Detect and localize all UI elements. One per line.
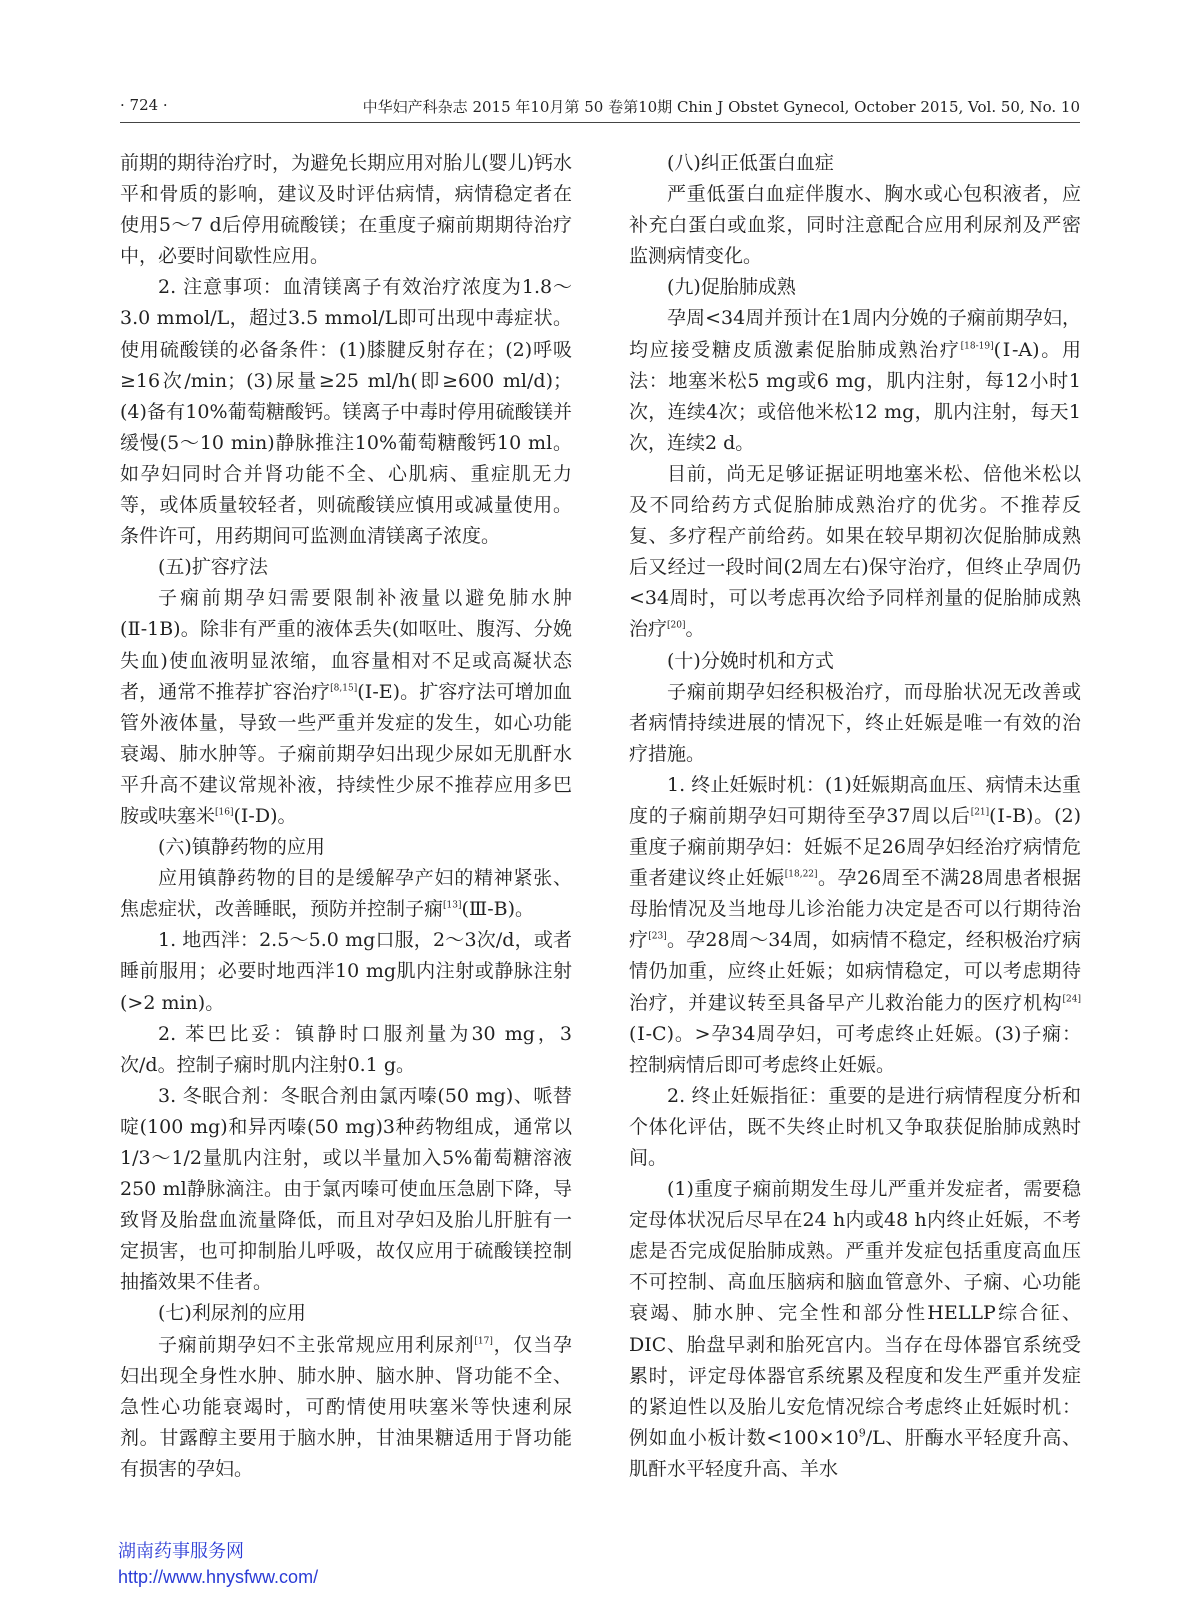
- paragraph: 3. 冬眠合剂：冬眠合剂由氯丙嗪(50 mg)、哌替啶(100 mg)和异丙嗪(50 mg)3种药物组成，通常以1/3～1/2量肌内注射，或以半量加入5%葡萄糖溶液250 ml静脉滴注。由于氯丙嗪可使血压急剧下降，导致肾及胎盘血流量降低，而且对孕妇及胎儿肝脏有一定损害，也可抑制胎儿呼吸，故仅应用于硫酸镁控制抽搐效果不佳者。: [120, 1084, 572, 1294]
- text-run: 子痫前期孕妇不主张常规应用利尿剂: [158, 1333, 475, 1356]
- text-run: (Ⅰ-C)。>孕34周孕妇，可考虑终止妊娠。(3)子痫：控制病情后即可考虑终止妊娠。: [629, 1022, 1081, 1076]
- citation-ref: [21]: [970, 807, 990, 818]
- text-run: 。孕28周～34周，如病情不稳定，经积极治疗病情仍加重，应终止妊娠；如病情稳定，可以考虑期待治疗，并建议转至具备早产儿救治能力的医疗机构: [629, 929, 1081, 1014]
- site-name: 湖南药事服务网: [118, 1541, 244, 1561]
- section-heading: (十)分娩时机和方式: [667, 649, 834, 672]
- section-heading: (八)纠正低蛋白血症: [667, 152, 834, 174]
- section-heading: (九)促胎肺成熟: [667, 276, 796, 299]
- section-heading: (六)镇静药物的应用: [158, 836, 325, 859]
- section-heading: (七)利尿剂的应用: [158, 1302, 306, 1325]
- paragraph: [629, 1174, 1081, 1485]
- paragraph: 2. 终止妊娠指征：重要的是进行病情程度分析和个体化评估，既不失终止时机又争取获促胎肺成熟时间。: [629, 1084, 1081, 1169]
- text-run: (Ⅲ-B)。: [461, 898, 535, 921]
- text-run: /L、肝酶水平轻度升高、肌酐水平轻度升高、羊水: [629, 1426, 1081, 1480]
- text-run: (Ⅰ-E)。扩容疗法可增加血管外液体量，导致一些严重并发症的发生，如心功能衰竭、肺水肿等。子痫前期孕妇出现少尿如无肌酐水平升高不建议常规补液，持续性少尿不推荐应用多巴胺或呋塞米: [120, 680, 572, 827]
- text-run: 。孕26周至不满28周患者根据母胎情况及当地母儿诊治能力决定是否可以行期待治疗: [629, 867, 1081, 952]
- watermark-footer: [118, 1538, 318, 1590]
- left-column: [120, 148, 572, 1485]
- paragraph: 前期的期待治疗时，为避免长期应用对胎儿(婴儿)钙水平和骨质的影响，建议及时评估病情，病情稳定者在使用5～7 d后停用硫酸镁；在重度子痫前期期待治疗中，必要时间歇性应用。: [120, 152, 572, 268]
- text-run: 1. 终止妊娠时机：(1)妊娠期高血压、病情未达重度的子痫前期孕妇可期待至孕37周以后: [629, 773, 1081, 827]
- text-run: 孕周<34周并预计在1周内分娩的子痫前期孕妇，均应接受糖皮质激素促胎肺成熟治疗: [629, 307, 1081, 361]
- text-run: (Ⅰ-B)。(2)重度子痫前期孕妇：妊娠不足26周孕妇经治疗病情危重者建议终止妊娠: [629, 804, 1081, 890]
- paragraph: 子痫前期孕妇经积极治疗，而母胎状况无改善或者病情持续进展的情况下，终止妊娠是唯一有效的治疗措施。: [629, 680, 1081, 765]
- site-url[interactable]: http://www.hnysfww.com/: [118, 1567, 319, 1587]
- paragraph: [629, 303, 1081, 458]
- paragraph: [120, 863, 572, 925]
- citation-ref: [18-19]: [960, 341, 994, 352]
- text-run: ，仅当孕妇出现全身性水肿、肺水肿、脑水肿、肾功能不全、急性心功能衰竭时，可酌情使用呋塞米等快速利尿剂。甘露醇主要用于脑水肿，甘油果糖适用于肾功能有损害的孕妇。: [120, 1333, 572, 1480]
- text-run: (1)重度子痫前期发生母儿严重并发症者，需要稳定母体状况后尽早在24 h内或48 h内终止妊娠，不考虑是否完成促胎肺成熟。严重并发症包括重度高血压不可控制、高血压脑病和脑血管意外、子痫、心功能衰竭、肺水肿、完全性和部分性HELLP综合征、DIC、胎盘早剥和胎死宫内。当存在母体器官系统受累时，评定母体器官系统累及程度和发生严重并发症的紧迫性以及胎儿安危情况综合考虑终止妊娠时机：例如血小板计数<100×10: [629, 1178, 1081, 1449]
- paragraph: 2. 注意事项：血清镁离子有效治疗浓度为1.8～3.0 mmol/L，超过3.5 mmol/L即可出现中毒症状。使用硫酸镁的必备条件：(1)膝腱反射存在；(2)呼吸≥16次/min；(3)尿量≥25 ml/h(即≥600 ml/d)；(4)备有10%葡萄糖酸钙。镁离子中毒时停用硫酸镁并缓慢(5～10 min)静脉推注10%葡萄糖酸钙10 ml。如孕妇同时合并肾功能不全、心肌病、重症肌无力等，或体质量较轻者，则硫酸镁应慎用或减量使用。条件许可，用药期间可监测血清镁离子浓度。: [120, 276, 572, 548]
- citation-ref: [24]: [1062, 994, 1081, 1005]
- right-column: [629, 148, 1081, 1485]
- journal-citation: 中华妇产科杂志 2015 年10月第 50 卷第10期 Chin J Obstet Gynecol, October 2015, Vol. 50, No. 10: [362, 98, 1080, 116]
- text-run: 。: [685, 618, 705, 641]
- citation-ref: [23]: [648, 932, 667, 943]
- citation-ref: [13]: [443, 900, 462, 911]
- paragraph: 严重低蛋白血症伴腹水、胸水或心包积液者，应补充白蛋白或血浆，同时注意配合应用利尿剂及严密监测病情变化。: [629, 183, 1081, 268]
- citation-ref: [16]: [215, 807, 234, 818]
- paragraph: [629, 770, 1081, 1081]
- paragraph: [629, 459, 1081, 646]
- citation-ref: [18,22]: [784, 869, 818, 880]
- text-run: 应用镇静药物的目的是缓解孕产妇的精神紧张、焦虑症状，改善睡眠，预防并控制子痫: [120, 867, 572, 921]
- citation-ref: [20]: [667, 621, 686, 632]
- text-run: 目前，尚无足够证据证明地塞米松、倍他米松以及不同给药方式促胎肺成熟治疗的优劣。不推荐反复、多疗程产前给药。如果在较早期初次促胎肺成熟后又经过一段时间(2周左右)保守治疗，但终止孕周仍<34周时，可以考虑再次给予同样剂量的促胎肺成熟治疗: [629, 462, 1081, 641]
- paragraph: 1. 地西泮：2.5～5.0 mg口服，2～3次/d，或者睡前服用；必要时地西泮10 mg肌内注射或静脉注射(>2 min)。: [120, 929, 572, 1014]
- page-number: · 724 ·: [120, 96, 168, 114]
- citation-ref: [17]: [474, 1336, 493, 1347]
- paragraph: [120, 583, 572, 832]
- superscript: 9: [858, 1426, 866, 1440]
- text-run: (Ⅰ-D)。: [233, 804, 297, 827]
- paragraph: [120, 1330, 572, 1485]
- citation-ref: [8,15]: [330, 683, 358, 694]
- section-heading: (五)扩容疗法: [158, 556, 268, 579]
- running-header: [120, 92, 1080, 123]
- text-run: (Ⅰ-A)。用法：地塞米松5 mg或6 mg，肌内注射，每12小时1次，连续4次；或倍他米松12 mg，肌内注射，每天1次，连续2 d。: [629, 338, 1081, 454]
- text-run: 子痫前期孕妇需要限制补液量以避免肺水肿(Ⅱ-1B)。除非有严重的液体丢失(如呕吐、腹泻、分娩失血)使血液明显浓缩，血容量相对不足或高凝状态者，通常不推荐扩容治疗: [120, 587, 572, 703]
- paragraph: 2. 苯巴比妥：镇静时口服剂量为30 mg，3次/d。控制子痫时肌内注射0.1 g。: [120, 1022, 572, 1076]
